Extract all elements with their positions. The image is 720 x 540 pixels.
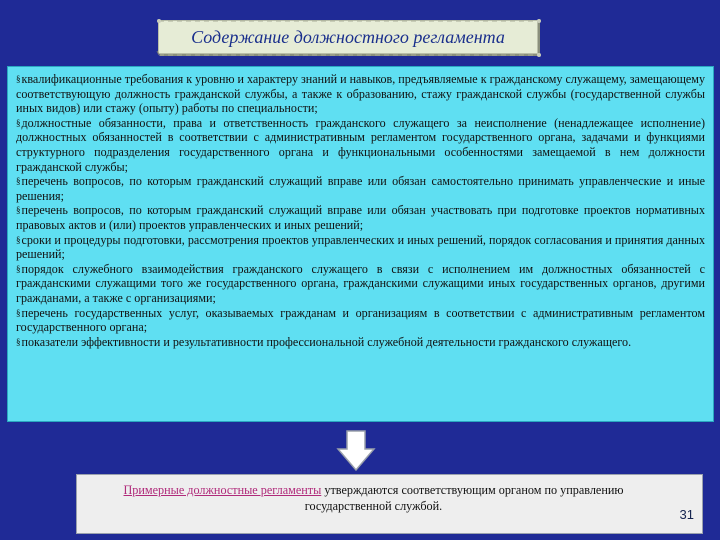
list-item: §должностные обязанности, права и ответственность гражданского служащего за неисполнение (ненадлежащее исполнение) должностных обязанностей в соответствии с административным регламентом государственного органа, задачами и функциями структурного подразделения государственного органа и функциональными особенностями замещаемой в нем должности гражданской службы;: [16, 115, 705, 174]
down-arrow-icon: [336, 430, 376, 472]
bullet-icon: §: [16, 234, 21, 245]
note-box: [76, 474, 703, 534]
bullet-icon: §: [16, 307, 21, 318]
list-item: §порядок служебного взаимодействия гражданского служащего в связи с исполнением им должностных обязанностей с гражданскими служащими того же государственного органа, гражданскими служащими иных государственных органов, другими гражданами, а также с организациями;: [16, 261, 705, 305]
list-item: §квалификационные требования к уровню и характеру знаний и навыков, предъявляемые к гражданскому служащему, замещающему соответствующую должность гражданской службы, а также к образованию, стажу гражданской службы (государственной службы иных видов) или стажу (опыту) работы по специальности;: [16, 72, 705, 116]
page-number: 31: [679, 507, 694, 522]
bullet-icon: §: [16, 74, 21, 84]
page-title: Содержание должностного регламента: [191, 27, 505, 47]
regulation-content-list: [7, 66, 714, 422]
bullet-icon: §: [16, 176, 21, 187]
list-item: §сроки и процедуры подготовки, рассмотрения проектов управленческих и иных решений, порядок согласования и принятия данных решений;: [16, 232, 705, 262]
bullet-icon: §: [16, 263, 21, 274]
list-item: §перечень вопросов, по которым гражданский служащий вправе или обязан участвовать при подготовке проектов нормативных правовых актов и (или) проектов управленческих и иных решений;: [16, 203, 705, 232]
list-item: §перечень государственных услуг, оказываемых гражданам и организациям в соответствии с административным регламентом государственного органа;: [16, 305, 705, 335]
list-item: §показатели эффективности и результативности профессиональной служебной деятельности гражданского служащего.: [16, 334, 632, 349]
note-body: утверждаются соответствующим органом по управлению государственной службой.: [304, 483, 624, 513]
title-banner: [158, 20, 538, 54]
note-text: [85, 482, 662, 514]
list-item: §перечень вопросов, по которым гражданский служащий вправе или обязан самостоятельно принимать управленческие и иные решения;: [16, 174, 705, 203]
bullet-icon: §: [16, 336, 21, 347]
sample-regulations-link[interactable]: Примерные должностные регламенты: [123, 483, 322, 497]
bullet-icon: §: [16, 117, 21, 128]
bullet-icon: §: [16, 205, 21, 216]
